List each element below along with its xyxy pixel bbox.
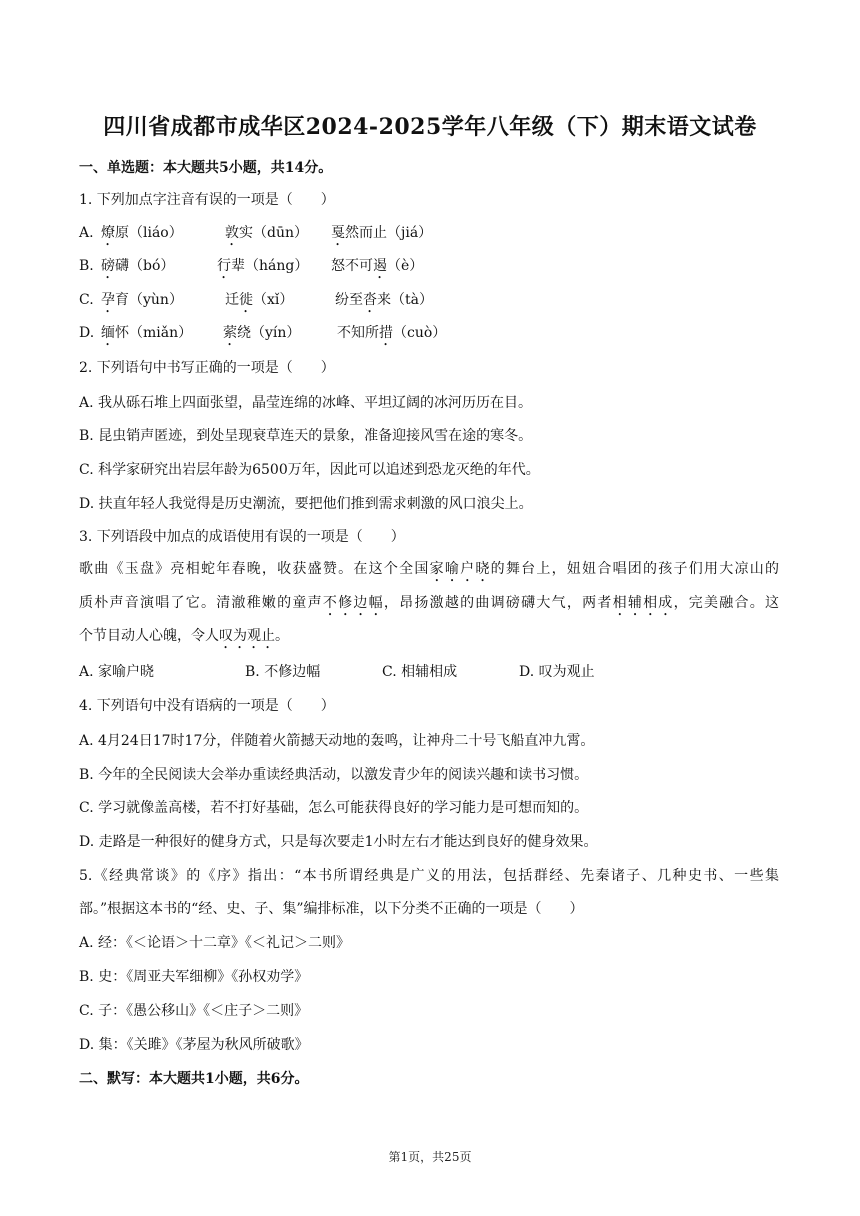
option-label: A. xyxy=(79,225,94,241)
dotted-char: 磅 xyxy=(101,258,115,274)
dotted-char: 敦 xyxy=(225,225,239,241)
question-2-option-a: A. 我从砾石堆上四面张望，晶莹连绵的冰峰、平坦辽阔的冰河历历在目。 xyxy=(79,395,533,411)
question-5-option-c: C. 子：《愚公移山》《＜庄子＞二则》 xyxy=(79,1003,309,1019)
question-5-stem-line-1: 5.《经典常谈》的《序》指出：“本书所谓经典是广义的用法，包括群经、先秦诸子、几种史书、一些集 xyxy=(79,868,779,884)
dotted-idiom: 家喻户晓 xyxy=(429,561,491,577)
dotted-char: 徙 xyxy=(239,292,253,308)
dotted-idiom: 不修边幅 xyxy=(322,595,384,611)
question-4-option-a: A. 4月24日17时17分，伴随着火箭撼天动地的轰鸣，让神舟二十号飞船直冲九霄。 xyxy=(79,733,595,749)
question-3-option-c: C. 相辅相成 xyxy=(382,664,458,680)
question-2-stem: 2. 下列语句中书写正确的一项是（ ） xyxy=(79,360,335,376)
option-item: 行辈（háng） xyxy=(217,258,309,274)
option-item: 磅礴（bó） xyxy=(101,258,175,274)
section-heading-single-choice: 一、单选题：本大题共5小题，共14分。 xyxy=(79,160,333,176)
dotted-char: 孕 xyxy=(101,292,115,308)
dotted-char: 萦 xyxy=(223,325,237,341)
option-item: 迁徙（xǐ） xyxy=(225,292,294,308)
option-item: 燎原（liáo） xyxy=(101,225,183,241)
option-item: 纷至沓来（tà） xyxy=(335,292,433,308)
option-item: 戛然而止（jiá） xyxy=(331,225,433,241)
dotted-char: 燎 xyxy=(101,225,115,241)
option-label: C. xyxy=(79,292,94,308)
question-2-option-d: D. 扶直年轻人我觉得是历史潮流，要把他们推到需求刺激的风口浪尖上。 xyxy=(79,496,533,512)
question-1-option-a xyxy=(79,223,779,249)
question-5-option-d: D. 集：《关雎》《茅屋为秋风所破歌》 xyxy=(79,1037,309,1053)
dotted-idiom: 叹为观止 xyxy=(219,628,275,644)
question-3-passage-line-2: 质朴声音演唱了它。清澈稚嫩的童声不修边幅，昂扬激越的曲调磅礴大气，两者相辅相成，完美融合。这 xyxy=(79,595,780,611)
option-item: 怒不可遏（è） xyxy=(331,258,424,274)
question-1-option-c xyxy=(79,290,779,316)
option-item: 缅怀（miǎn） xyxy=(101,325,193,341)
dotted-char: 沓 xyxy=(363,292,377,308)
question-5-option-a: A. 经：《＜论语＞十二章》《＜礼记＞二则》 xyxy=(79,935,351,951)
question-3-stem: 3. 下列语段中加点的成语使用有误的一项是（ ） xyxy=(79,529,405,545)
question-3-options xyxy=(79,662,779,682)
question-4-option-c: C. 学习就像盖高楼，若不打好基础，怎么可能获得良好的学习能力是可想而知的。 xyxy=(79,800,589,816)
question-3-option-b: B. 不修边幅 xyxy=(245,664,321,680)
option-item: 不知所措（cuò） xyxy=(337,325,447,341)
exam-title: 四川省成都市成华区2024-2025学年八年级（下）期末语文试卷 xyxy=(103,114,757,140)
option-label: B. xyxy=(79,258,94,274)
question-3-option-d: D. 叹为观止 xyxy=(519,664,595,680)
question-3-passage-line-1: 歌曲《玉盘》亮相蛇年春晚，收获盛赞。在这个全国家喻户晓的舞台上，妞妞合唱团的孩子们用大凉山的 xyxy=(79,561,780,577)
question-5-option-b: B. 史：《周亚夫军细柳》《孙权劝学》 xyxy=(79,969,309,985)
question-1-stem: 1. 下列加点字注音有误的一项是（ ） xyxy=(79,192,335,208)
dotted-char: 行 xyxy=(217,258,231,274)
question-4-stem: 4. 下列语句中没有语病的一项是（ ） xyxy=(79,698,335,714)
question-3-passage-line-3: 个节目动人心魄，令人叹为观止。 xyxy=(79,628,289,644)
question-2-option-b: B. 昆虫销声匿迹，到处呈现衰草连天的景象，准备迎接风雪在途的寒冬。 xyxy=(79,428,533,444)
question-5-stem-line-2: 部。”根据这本书的“经、史、子、集”编排标准，以下分类不正确的一项是（ ） xyxy=(79,901,584,917)
question-2-option-c: C. 科学家研究出岩层年龄为6500万年，因此可以追述到恐龙灭绝的年代。 xyxy=(79,462,540,478)
question-1-option-d xyxy=(79,323,779,349)
dotted-char: 戛 xyxy=(331,225,345,241)
question-3-option-a: A. 家喻户晓 xyxy=(79,664,155,680)
question-4-option-d: D. 走路是一种很好的健身方式，只是每次要走1小时左右才能达到良好的健身效果。 xyxy=(79,834,598,850)
dotted-char: 遏 xyxy=(373,258,387,274)
question-4-option-b: B. 今年的全民阅读大会举办重读经典活动，以激发青少年的阅读兴趣和读书习惯。 xyxy=(79,767,589,783)
option-item: 萦绕（yín） xyxy=(223,325,301,341)
question-1-option-b xyxy=(79,256,779,282)
dotted-char: 缅 xyxy=(101,325,115,341)
page-number: 第1页，共25页 xyxy=(388,1150,472,1164)
section-heading-dictation: 二、默写：本大题共1小题，共6分。 xyxy=(79,1071,309,1087)
dotted-idiom: 相辅相成 xyxy=(612,595,674,611)
option-item: 敦实（dūn） xyxy=(225,225,308,241)
option-label: D. xyxy=(79,325,95,341)
dotted-char: 措 xyxy=(379,325,393,341)
option-item: 孕育（yùn） xyxy=(101,292,183,308)
